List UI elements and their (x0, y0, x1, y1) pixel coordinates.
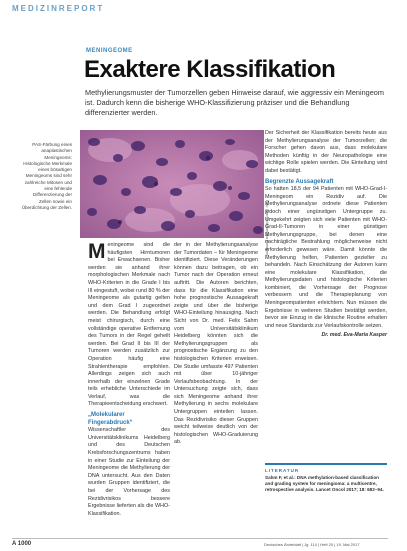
section-label: MEDIZINREPORT (12, 4, 105, 13)
journal-footer: Deutsches Ärzteblatt | Jg. 114 | Heft 20 | 19. Mai 2017 (264, 542, 360, 547)
article-kicker: MENINGEOME (86, 48, 133, 54)
page-number: A 1000 (12, 541, 32, 547)
author-byline: Dr. med. Eva-Maria Kasper (321, 332, 387, 339)
drop-cap: M (88, 240, 106, 263)
body-paragraph: So hatten 18,5 der 94 Patienten mit WHO-Grad-I-Meningeom ein Rezidiv auf. Die Methylierungsanalyse ordnete diese Patienten jedoch einer ungünstigen Untergruppe zu. Umgekehrt zeigten sich viele Patienten mit WHO-Grad-II-Tumoren in einer günstigen Methylierungsgruppe, bei denen eine nachträgliche Bestrahlung möglicherweise nicht erforderlich gewesen wäre. Damit könnte die Methylierung helfen, Patienten gezielter zu behandeln. Nach Einschätzung der Autoren kann eine molekulare Klassifikation, die Methylierungsdaten und histologische Kriterien kombiniert, die Vorhersage der Prognose verbessern und die Therapieplanung von Meningeompatienten erleichtern. Nun müssen die Ergebnisse in weiteren Studien bestätigt werden, bevor sie Einzug in die klinische Routine erhalten und neue Standards zur Verlaufskontrolle setzen. (265, 186, 387, 329)
body-paragraph: Wissenschaftler des Universitätsklinikums Heidelberg und des Deutschen Krebsforschungszentrums haben in einer Studie zur Einteilung der Meningeome die Methylierung der DNA untersucht. Aus den Daten wurden Gruppen identifiziert, die bei der Vorhersage des Rezidivrisikos bessere Ergebnisse lieferten als die WHO-Klassifikation. (88, 427, 170, 517)
body-column-3 (265, 130, 387, 340)
body-column-1 (88, 242, 170, 518)
body-column-2 (174, 242, 258, 447)
top-bar (0, 0, 407, 22)
body-paragraph: der in der Methylierungsanalyse der Tumordaten – für Meningeome identifiziert. Diese Veränderungen können dazu beitragen, ob ein Tumor nach der Operation erneut auftritt. Die Autoren berichten, dass für die Klassifikation eine hohe prognostische Aussagekraft zeigte und über die bisherige WHO-Einteilung hinausging. Nach Sicht von Dr. med. Felix Sahm vom Universitätsklinikum Heidelberg könnten sich die Methylierungsgruppen als prognostische Ergänzung zu den histologischen Kriterien erweisen. Die Studie umfasste 497 Patienten mit über 10-jähriger Verlaufsbeobachtung. In der Untersuchung zeigte sich, dass sich Meningeome anhand ihrer Methylierung in sechs molekulare Untergruppen einteilen lassen. Das Rezidivrisiko dieser Gruppen weicht teilweise deutlich von der histologischen WHO-Graduierung ab. (174, 242, 258, 446)
footer-divider (12, 538, 388, 539)
photo-credit: Foto: Gaerner/Wikimedia Commons (265, 200, 269, 256)
body-paragraph: eningeome sind die häufigsten Hirntumoren bei Erwachsenen. Bisher werden sie anhand ihrer morphologischen Merkmale nach WHO-Kriterien in die Grade I bis III eingestuft, wobei rund 80 % der Meningeome als gutartig gelten und dem Grad I zugeordnet werden. Die Behandlung erfolgt meist chirurgisch, durch eine vollständige operative Entfernung des Tumors in der Regel geheilt werden. Bei Grad II bis III der Tumoren werden zusätzlich zur Operation häufig eine Strahlentherapie empfohlen. Allerdings zeigen sich auch innerhalb der einzelnen Grade teils erhebliche Unterschiede im Verlauf, was die Therapieentscheidung erschwert. (88, 242, 170, 408)
histology-image (80, 130, 264, 238)
subheading: „Molekularer Fingerabdruck“ (88, 412, 133, 426)
article-lead: Methylierungsmuster der Tumorzellen geben Hinweise darauf, wie aggressiv ein Meningeom ist. Dadurch kenn die bisherige WHO-Klassifizierung präziser und die Behandlung differenzierter werden. (85, 88, 384, 117)
article-title: Exaktere Klassifikation (84, 56, 336, 83)
figure-caption: PAS-Färbung eines anaplastischen Meningeoms: Histologische Merkmale eines bösartigen Meningeoms sind sehr zahlreiche Mitosen und eine fehlende Differenzierung der Zellen sowie ein Überdichtung der Zellen. (21, 142, 72, 210)
body-paragraph: Der Sicherheit der Klassifikation bereits heute aus der Methylierungsanalyse der Tumorzellen; die Forscher gehen davon aus, dass molekulare Methoden künftig in der Neuropathologie eine wichtige Rolle spielen werden. Die Einteilung wird dabei bestätigt. (265, 130, 387, 174)
histology-photo (80, 130, 264, 238)
reference-label: LITERATUR (265, 468, 300, 473)
reference-box (265, 463, 387, 538)
reference-text: Sahm F, et al.: DNA methylation-based classification and grading system for meningioma: a multicentre, retrospective analysis. Lancet Oncol 2017; 18: 682–94. (265, 475, 384, 493)
subheading: Begrenzte Aussagekraft (265, 178, 334, 185)
